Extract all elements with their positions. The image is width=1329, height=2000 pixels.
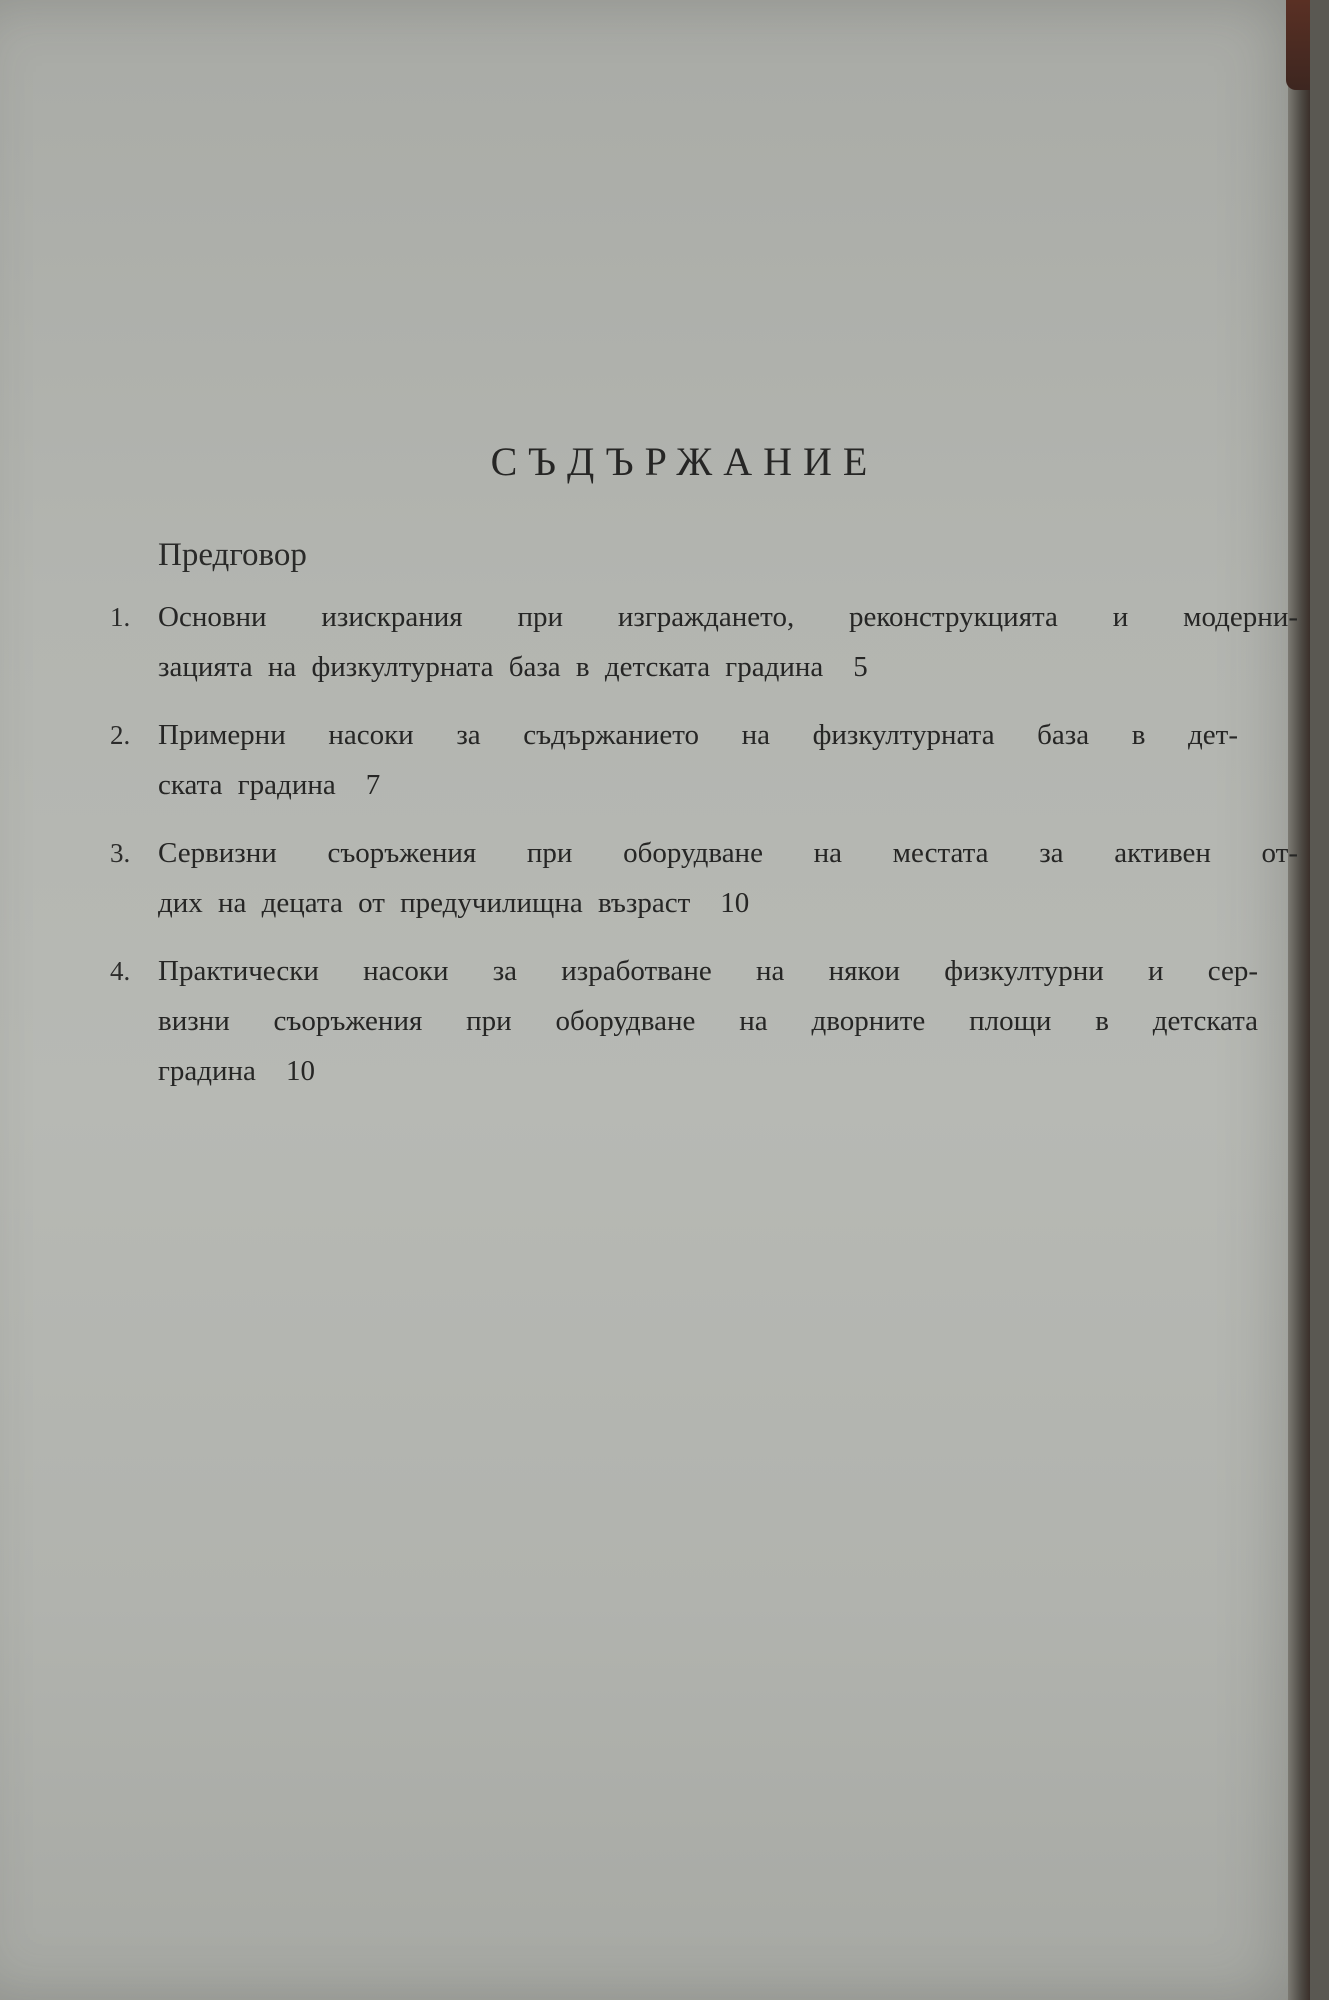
entry-text: зацията на физкултурната база в детската градина	[158, 651, 824, 683]
contents-title: СЪДЪРЖАНИЕ	[490, 439, 879, 484]
entry-line: визни съоръжения при оборудване на дворните площи в детската	[158, 1005, 1258, 1037]
page-number: 5	[853, 651, 868, 683]
entry-line	[158, 878, 1298, 928]
entry-number: 4.	[110, 956, 131, 986]
entry-number: 1.	[110, 602, 131, 632]
toc-entry-3	[110, 828, 1298, 928]
table-of-contents	[110, 592, 1298, 1114]
entry-line: Практически насоки за изработване на някои физкултурни и сер-	[158, 955, 1258, 987]
entry-number: 3.	[110, 838, 131, 868]
toc-entry-1	[110, 592, 1298, 692]
entry-line	[158, 760, 1298, 810]
entry-line: Примерни насоки за съдържанието на физкултурната база в дет-	[158, 719, 1238, 751]
entry-text: ската градина	[158, 769, 336, 801]
toc-entry-2	[110, 710, 1298, 810]
entry-text: градина	[158, 1055, 256, 1087]
page-number: 10	[720, 887, 750, 919]
entry-line	[158, 642, 1298, 692]
entry-line: Основни изискрания при изгражданeто, реконструкцията и модерни-	[158, 601, 1298, 633]
preface-entry: Предговор	[158, 537, 307, 573]
entry-number: 2.	[110, 720, 131, 750]
entry-line	[158, 1046, 1298, 1096]
book-cover-corner	[1286, 0, 1310, 90]
page-number: 10	[285, 1055, 315, 1087]
page-number: 7	[365, 769, 381, 801]
entry-line: Сервизни съоръжения при оборудване на местата за активен от-	[158, 837, 1298, 869]
toc-entry-4	[110, 946, 1298, 1096]
entry-text: дих на децата от предучилищна възраст	[158, 887, 691, 919]
